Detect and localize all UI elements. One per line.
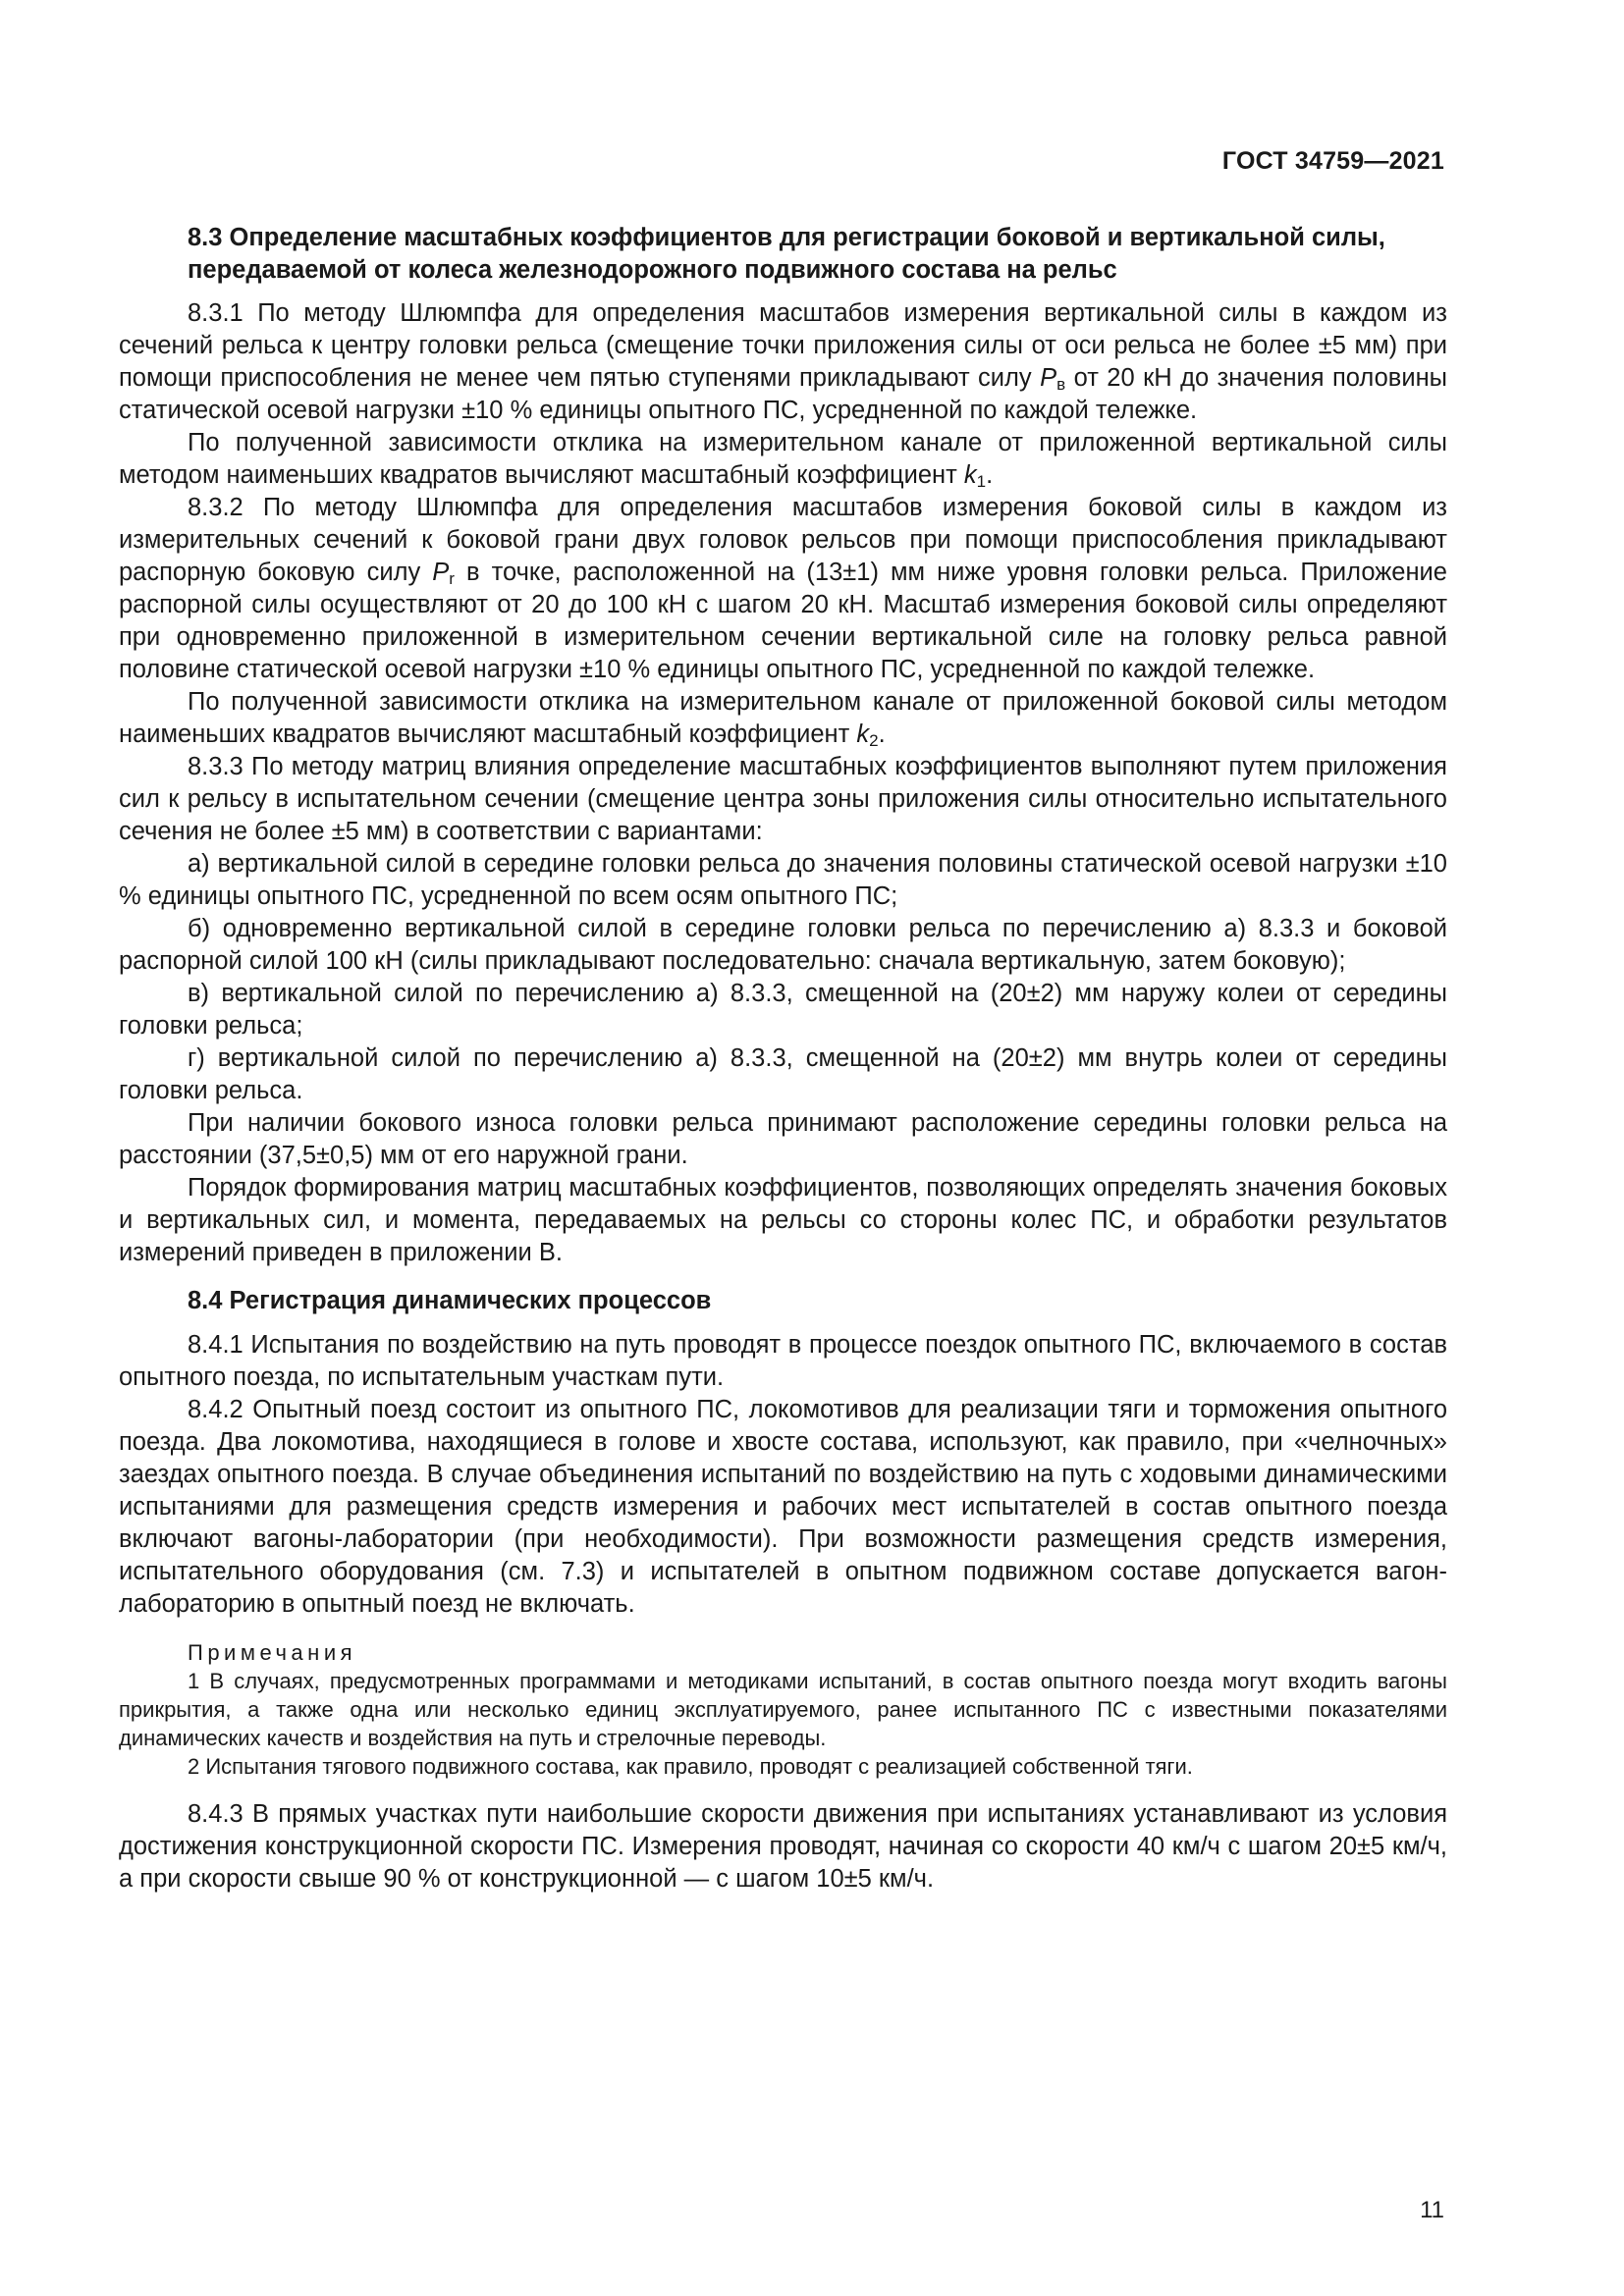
paragraph-wear: При наличии бокового износа головки рельса принимают расположение середины головки рельса на расстоянии (37,5±0,5) мм от его наружной грани.: [119, 1109, 1447, 1169]
paragraph-matrix-order: Порядок формирования матриц масштабных коэффициентов, позволяющих определять значения боковых и вертикальных сил, и момента, передаваемых на рельсы со стороны колес ПС, и обработки результатов измерений приведен в приложении В.: [119, 1174, 1447, 1266]
section-8-4-title: 8.4 Регистрация динамических процессов: [188, 1287, 712, 1314]
force-symbol: P: [1040, 364, 1057, 392]
coef-symbol: k: [963, 461, 977, 489]
paragraph-8-3-2-coef: По полученной зависимости отклика на измерительном канале от приложенной боковой силы методом наименьших квадратов вычисляют масштабный коэффициент $k_2$.: [119, 688, 1447, 750]
paragraph-8-4-2: 8.4.2 Опытный поезд состоит из опытного ПС, локомотивов для реализации тяги и торможения опытного поезда. Два локомотива, находящиеся в голове и хвосте состава, используют, как правило, при «челночных» заездах опытного поезда. В случае объединения испытаний по воздействию на путь с ходовыми динамическими испытаниями для размещения средств измерения и рабочих мест испытателей в состав опытного поезда включают вагоны-лаборатории (при необходимости). При возможности размещения средств измерения, испытательного оборудования (см. 7.3) и испытателей в опытном подвижном составе допускается вагон-лабораторию в опытный поезд не включать.: [119, 1396, 1447, 1618]
page-content: [119, 222, 1447, 1896]
notes-block: [119, 1638, 1447, 1781]
note-1: 1 В случаях, предусмотренных программами и методиками испытаний, в состав опытного поезда могут входить вагоны прикрытия, а также одна или несколько единиц эксплуатируемого, ранее испытанного ПС с известными показателями динамических качеств и воздействия на путь и стрелочные переводы.: [119, 1669, 1447, 1750]
document-code: ГОСТ 34759—2021: [1221, 147, 1444, 175]
list-item-a: а) вертикальной силой в середине головки рельса до значения половины статической осевой нагрузки ±10 % единицы опытного ПС, усредненной по всем осям опытного ПС;: [119, 850, 1447, 910]
coef-symbol: k: [856, 721, 870, 748]
paragraph-8-4-3: 8.4.3 В прямых участках пути наибольшие скорости движения при испытаниях устанавливают из условия достижения конструкционной скорости ПС. Измерения проводят, начиная со скорости 40 км/ч с шагом 20±5 км/ч, а при скорости свыше 90 % от конструкционной — с шагом 10±5 км/ч.: [119, 1800, 1447, 1893]
list-item-d: г) вертикальной силой по перечислению а) 8.3.3, смещенной на (20±2) мм внутрь колеи от середины головки рельса.: [119, 1044, 1447, 1104]
notes-title: Примечания: [188, 1640, 357, 1665]
paragraph-8-3-3: 8.3.3 По методу матриц влияния определение масштабных коэффициентов выполняют путем приложения сил к рельсу в испытательном сечении (смещение центра зоны приложения силы относительно испытательного сечения не более ±5 мм) в соответствии с вариантами:: [119, 753, 1447, 845]
section-8-3-title: 8.3 Определение масштабных коэффициентов для регистрации боковой и вертикальной силы, передаваемой от колеса железнодорожного подвижного состава на рельс: [188, 224, 1385, 284]
paragraph-8-3-1-coef: По полученной зависимости отклика на измерительном канале от приложенной вертикальной силы методом наименьших квадратов вычисляют масштабный коэффициент $k_1$.: [119, 429, 1447, 491]
paragraph-8-4-1: 8.4.1 Испытания по воздействию на путь проводят в процессе поездок опытного ПС, включаемого в состав опытного поезда, по испытательным участкам пути.: [119, 1331, 1447, 1391]
paragraph-8-3-1: 8.3.1 По методу Шлюмпфа для определения масштабов измерения вертикальной силы в каждом из сечений рельса к центру головки рельса (смещение точки приложения силы от оси рельса не более ±5 мм) при помощи приспособления не менее чем пятью ступенями прикладывают силу $P_в$ от 20 кН до значения половины статической осевой нагрузки ±10 % единицы опытного ПС, усредненной по каждой тележке.: [119, 299, 1447, 424]
list-item-c: в) вертикальной силой по перечислению а) 8.3.3, смещенной на (20±2) мм наружу колеи от середины головки рельса;: [119, 980, 1447, 1040]
paragraph-8-3-2: 8.3.2 По методу Шлюмпфа для определения масштабов измерения боковой силы в каждом из измерительных сечений к боковой грани двух головок рельсов при помощи приспособления прикладывают распорную боковую силу $P_r$ в точке, расположенной на (13±1) мм ниже уровня головки рельса. Приложение распорной силы осуществляют от 20 до 100 кН с шагом 20 кН. Масштаб измерения боковой силы определяют при одновременно приложенной в измерительном сечении вертикальной силе на головку рельса равной половине статической осевой нагрузки ±10 % единицы опытного ПС, усредненной по каждой тележке.: [119, 494, 1447, 683]
force-symbol: P: [432, 559, 450, 586]
note-2: 2 Испытания тягового подвижного состава, как правило, проводят с реализацией собственной тяги.: [188, 1754, 1193, 1779]
list-item-b: б) одновременно вертикальной силой в середине головки рельса по перечислению а) 8.3.3 и боковой распорной силой 100 кН (силы прикладывают последовательно: сначала вертикальную, затем боковую);: [119, 915, 1447, 975]
page-number: 11: [1420, 2197, 1444, 2223]
